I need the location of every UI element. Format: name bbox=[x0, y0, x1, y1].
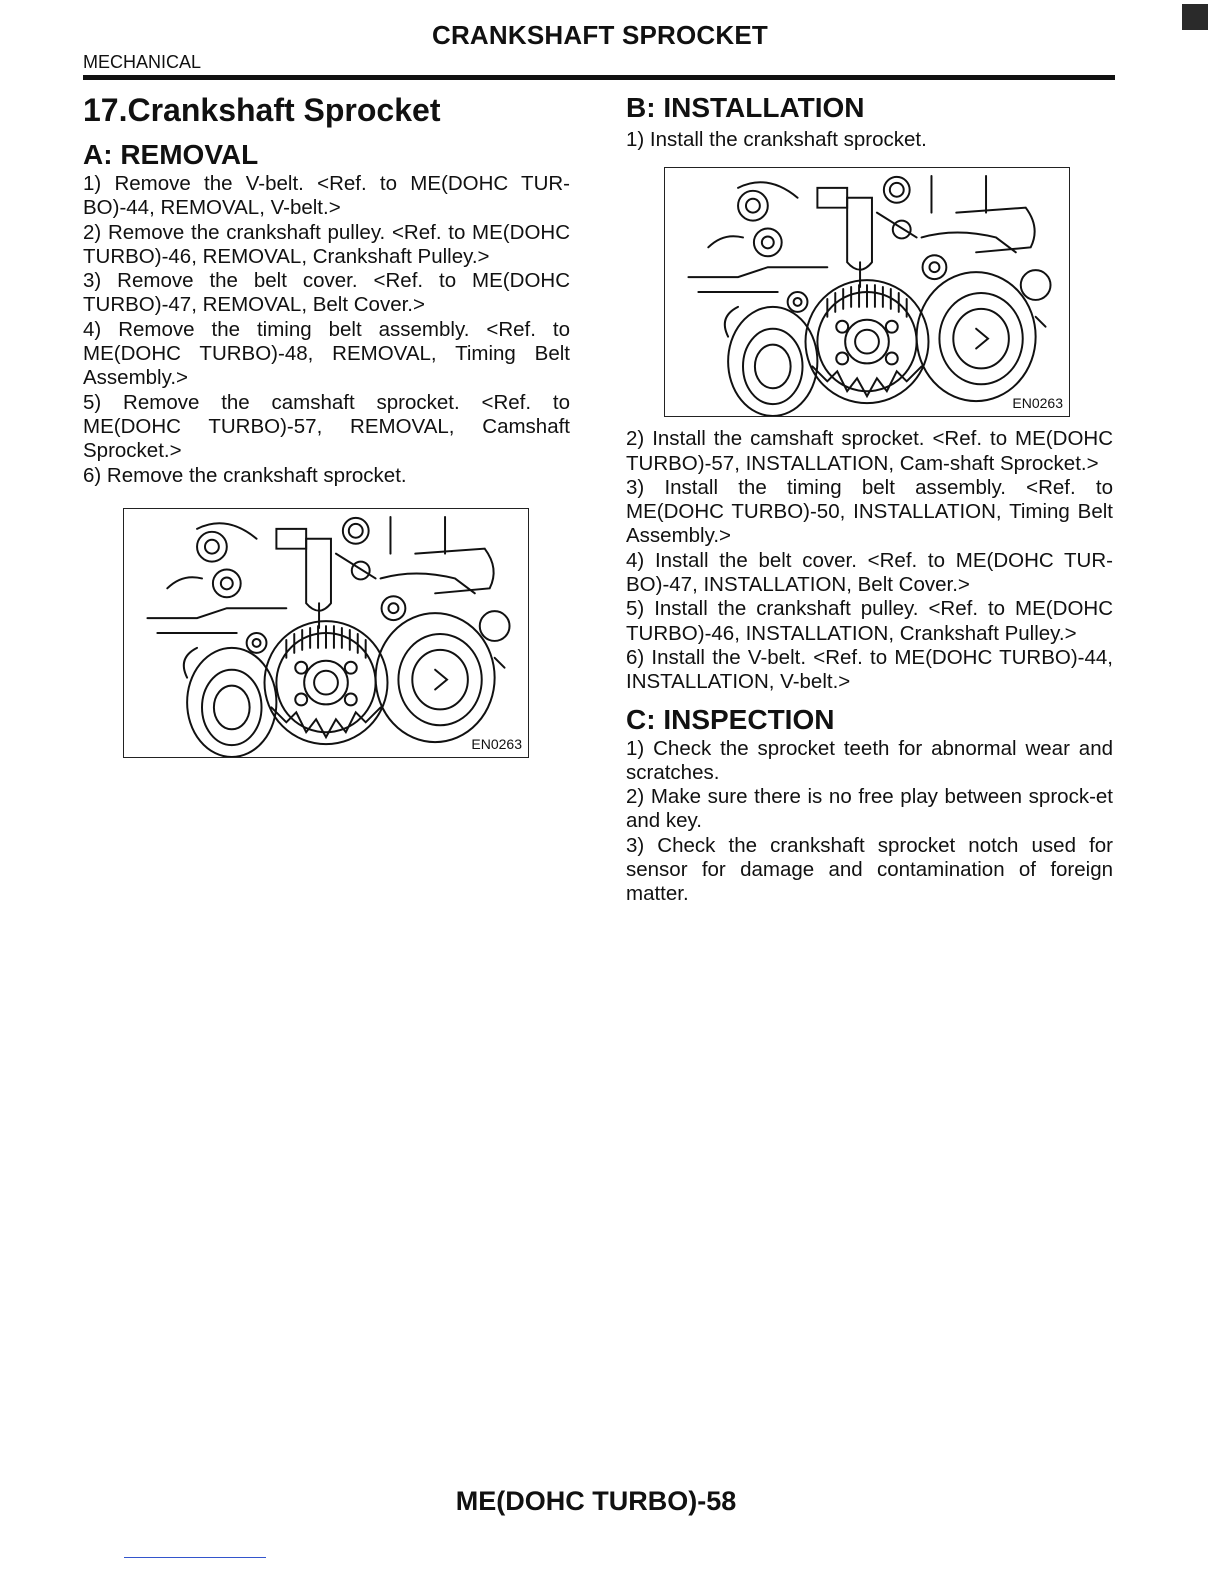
figure-code: EN0263 bbox=[1012, 395, 1063, 412]
inspection-steps bbox=[626, 737, 1113, 907]
removal-heading: A: REMOVAL bbox=[83, 139, 259, 170]
removal-step: 5) Remove the camshaft sprocket. <Ref. to ME(DOHC TURBO)-57, REMOVAL, Camshaft Sprocket.> bbox=[83, 390, 570, 463]
removal-step: 3) Remove the belt cover. <Ref. to ME(DOHC TURBO)-47, REMOVAL, Belt Cover.> bbox=[83, 269, 570, 317]
installation-step: 6) Install the V-belt. <Ref. to ME(DOHC TURBO)-44, INSTALLATION, V-belt.> bbox=[626, 645, 1113, 694]
removal-step: 1) Remove the V-belt. <Ref. to ME(DOHC TUR-BO)-44, REMOVAL, V-belt.> bbox=[83, 172, 570, 220]
removal-step: 6) Remove the crankshaft sprocket. bbox=[83, 463, 407, 487]
main-heading: 17.Crankshaft Sprocket bbox=[83, 92, 441, 128]
removal-figure bbox=[123, 508, 529, 758]
inspection-step: 3) Check the crankshaft sprocket notch used for sensor for damage and contamination of foreign matter. bbox=[626, 833, 1113, 906]
section-label: MECHANICAL bbox=[83, 52, 202, 72]
crankshaft-sprocket-illustration bbox=[124, 509, 528, 757]
inspection-step: 2) Make sure there is no free play between sprock-et and key. bbox=[626, 785, 1113, 833]
installation-heading: B: INSTALLATION bbox=[626, 92, 865, 123]
figure-code: EN0263 bbox=[471, 735, 522, 752]
page-title: CRANKSHAFT SPROCKET bbox=[431, 20, 769, 50]
installation-figure bbox=[664, 167, 1070, 417]
footer-divider bbox=[124, 1557, 266, 1558]
inspection-heading: C: INSPECTION bbox=[626, 703, 835, 735]
installation-steps bbox=[626, 427, 1113, 694]
installation-step: 1) Install the crankshaft sprocket. bbox=[626, 128, 927, 151]
installation-step: 4) Install the belt cover. <Ref. to ME(DOHC TUR-BO)-47, INSTALLATION, Belt Cover.> bbox=[626, 548, 1113, 597]
removal-step: 2) Remove the crankshaft pulley. <Ref. to ME(DOHC TURBO)-46, REMOVAL, Crankshaft Pulley.> bbox=[83, 220, 570, 268]
left-column bbox=[83, 88, 570, 758]
inspection-step: 1) Check the sprocket teeth for abnormal wear and scratches. bbox=[626, 736, 1113, 784]
installation-step: 2) Install the camshaft sprocket. <Ref. to ME(DOHC TURBO)-57, INSTALLATION, Cam-shaft Sprocket.> bbox=[626, 427, 1113, 475]
crankshaft-sprocket-illustration bbox=[665, 168, 1069, 416]
installation-step: 5) Install the crankshaft pulley. <Ref. to ME(DOHC TURBO)-46, INSTALLATION, Crankshaft Pulley.> bbox=[626, 597, 1113, 645]
header-rule bbox=[83, 75, 1115, 80]
removal-steps bbox=[83, 172, 570, 488]
right-column bbox=[626, 88, 1113, 907]
page-number: ME(DOHC TURBO)-58 bbox=[455, 1486, 737, 1516]
removal-step: 4) Remove the timing belt assembly. <Ref. to ME(DOHC TURBO)-48, REMOVAL, Timing Belt Assembly.> bbox=[83, 317, 570, 390]
installation-step: 3) Install the timing belt assembly. <Ref. to ME(DOHC TURBO)-50, INSTALLATION, Timing Belt Assembly.> bbox=[626, 475, 1113, 548]
